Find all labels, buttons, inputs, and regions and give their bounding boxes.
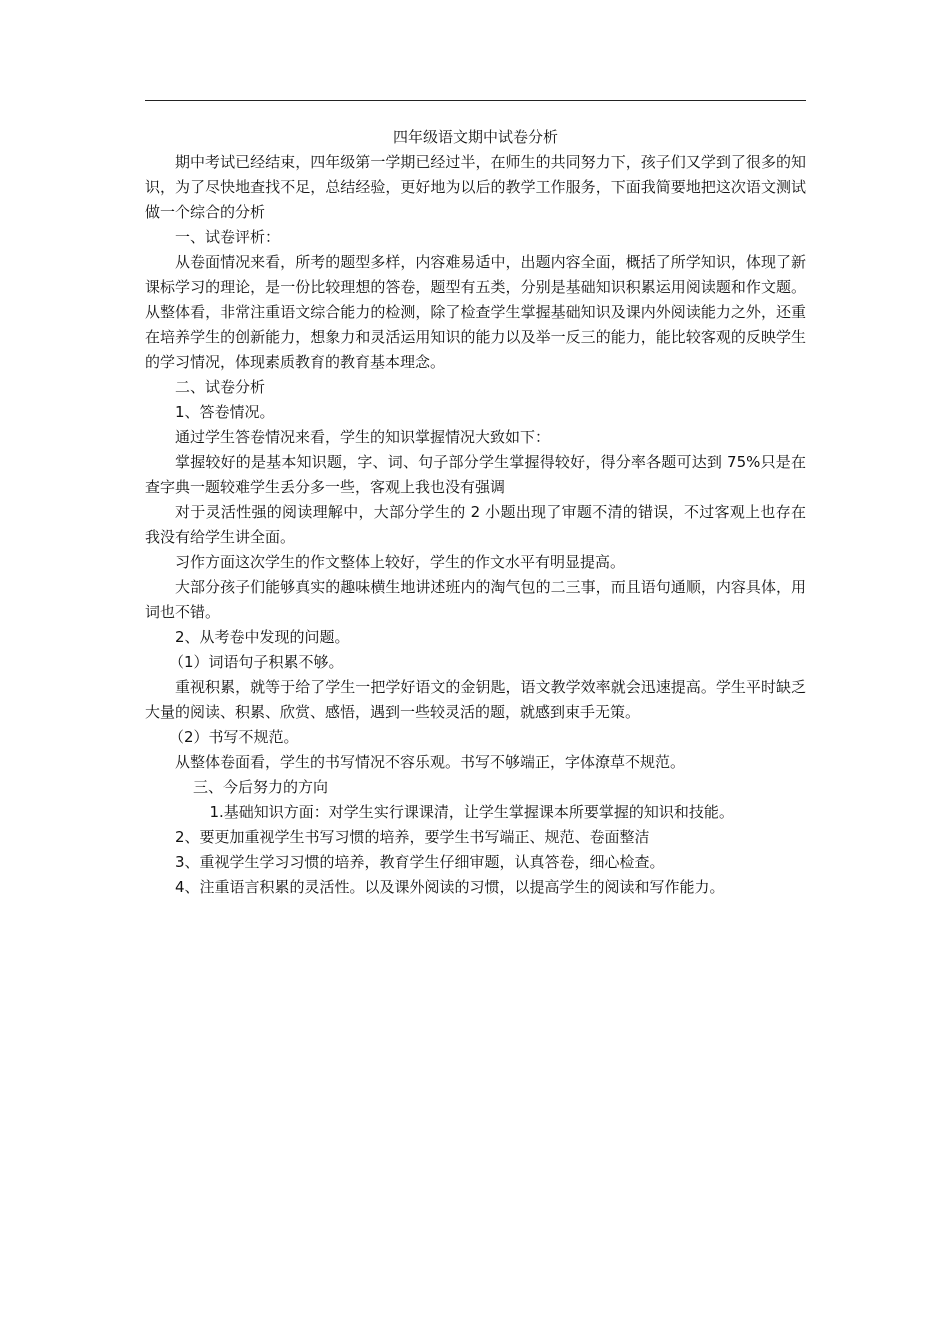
section1-paragraph: 从卷面情况来看，所考的题型多样，内容难易适中，出题内容全面，概括了所学知识，体现了新课标学习的理论，是一份比较理想的答卷，题型有五类，分别是基础知识积累运用阅读题和作文题。从整体看，非常注重语文综合能力的检测，除了检查学生掌握基础知识及课内外阅读能力之外，还重在培养学生的创新能力，想象力和灵活运用知识的能力以及举一反三的能力，能比较客观的反映学生的学习情况，体现素质教育的教育基本理念。: [145, 253, 806, 371]
intro-paragraph: 期中考试已经结束，四年级第一学期已经过半，在师生的共同努力下，孩子们又学到了很多的知识，为了尽快地查找不足，总结经验，更好地为以后的教学工作服务，下面我简要地把这次语文测试做一个综合的分析: [145, 153, 806, 221]
sub1-paragraph-5: 大部分孩子们能够真实的趣味横生地讲述班内的淘气包的二三事，而且语句通顺，内容具体，用词也不错。: [145, 578, 806, 621]
direction-item-4: 4、注重语言积累的灵活性。以及课外阅读的习惯，以提高学生的阅读和写作能力。: [175, 878, 725, 896]
section3-heading: 三、今后努力的方向: [193, 778, 329, 796]
section1-heading: 一、试卷评析：: [175, 228, 281, 246]
sub1-paragraph-4: 习作方面这次学生的作文整体上较好，学生的作文水平有明显提高。: [175, 553, 626, 571]
direction-item-1: 1.基础知识方面：对学生实行课课清，让学生掌握课本所要掌握的知识和技能。: [209, 803, 734, 821]
document-title: 四年级语文期中试卷分析: [392, 128, 558, 146]
sub1-paragraph-1: 通过学生答卷情况来看，学生的知识掌握情况大致如下：: [175, 428, 551, 446]
direction-item-3: 3、重视学生学习习惯的培养，教育学生仔细审题，认真答卷，细心检查。: [175, 853, 665, 871]
sub1-paragraph-2: 掌握较好的是基本知识题，字、词、句子部分学生掌握得较好，得分率各题可达到 75%只是在查字典一题较难学生丢分多一些，客观上我也没有强调: [145, 453, 806, 496]
direction-item-2: 2、要更加重视学生书写习惯的培养，要学生书写端正、规范、卷面整洁: [175, 828, 650, 846]
sub2-heading: 2、从考卷中发现的问题。: [175, 628, 350, 646]
sub1-paragraph-3: 对于灵活性强的阅读理解中，大部分学生的 2 小题出现了审题不清的错误，不过客观上也存在我没有给学生讲全面。: [145, 503, 806, 546]
section2-heading: 二、试卷分析: [175, 378, 266, 396]
problem2-paragraph: 从整体卷面看，学生的书写情况不容乐观。书写不够端正，字体潦草不规范。: [175, 753, 686, 771]
problem2-heading: （2）书写不规范。: [169, 728, 299, 746]
problem1-heading: （1）词语句子积累不够。: [169, 653, 344, 671]
document-body: [145, 125, 806, 900]
sub1-heading: 1、答卷情况。: [175, 403, 275, 421]
header-rule: [145, 100, 806, 101]
problem1-paragraph: 重视积累，就等于给了学生一把学好语文的金钥匙，语文教学效率就会迅速提高。学生平时缺乏大量的阅读、积累、欣赏、感悟，遇到一些较灵活的题，就感到束手无策。: [145, 678, 806, 721]
